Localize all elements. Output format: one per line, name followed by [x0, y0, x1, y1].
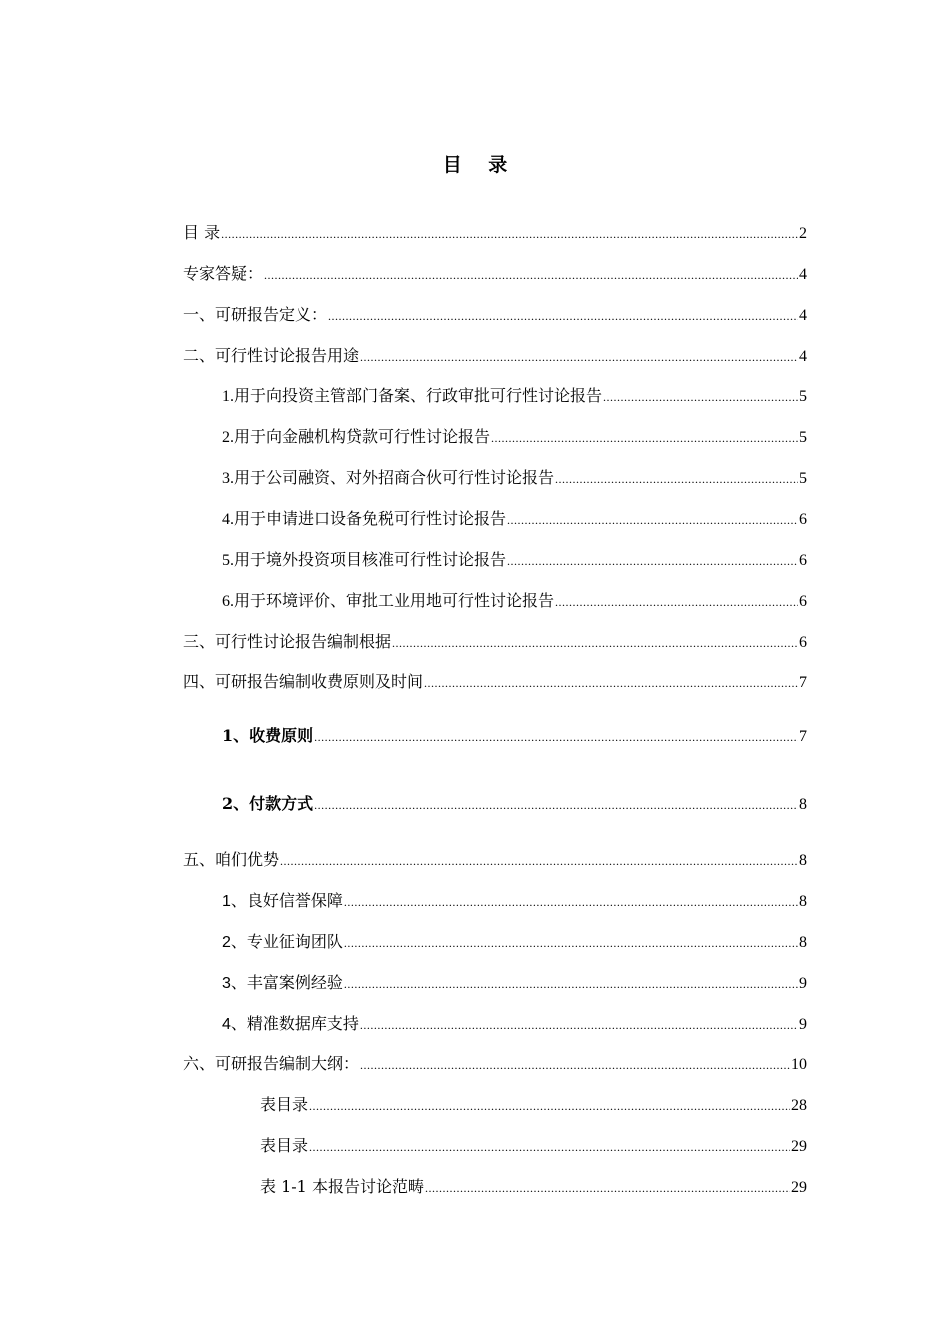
toc-entry-label: 用于环境评价、审批工业用地可行性讨论报告 [234, 591, 555, 610]
toc-entry-label: 用于向金融机构贷款可行性讨论报告 [234, 427, 491, 446]
toc-page-number: 5 [799, 470, 807, 487]
toc-leader-dots [309, 1136, 790, 1158]
toc-entry-label: 表 1-1 本报告讨论范畴 [260, 1177, 424, 1196]
toc-entry-number: 6. [222, 593, 234, 610]
toc-entry-number: 4 [222, 1016, 231, 1033]
toc-entry-number: 4. [222, 511, 234, 528]
toc-entry-label: 、良好信誉保障 [230, 891, 343, 910]
toc-entry-label: 用于公司融资、对外招商合伙可行性讨论报告 [234, 468, 555, 487]
toc-leader-dots [314, 794, 798, 816]
toc-page-number: 7 [799, 728, 807, 745]
toc-entry-advantage-4[interactable] [222, 1013, 807, 1036]
toc-leader-dots [424, 672, 798, 694]
toc-entry-section-2[interactable] [183, 345, 807, 368]
toc-leader-dots [555, 468, 798, 490]
toc-entry-number: 2 [222, 934, 231, 951]
toc-entry-expert-qa[interactable] [183, 263, 807, 286]
toc-entry-payment-method[interactable] [222, 793, 807, 816]
toc-entry-usage-5[interactable] [222, 549, 807, 572]
toc-entry-number: 1. [222, 388, 234, 405]
toc-entry-advantage-2[interactable] [222, 931, 807, 954]
toc-page-number: 28 [791, 1097, 807, 1114]
toc-entry-label: 六、可研报告编制大纲： [183, 1054, 360, 1073]
toc-page-number: 7 [799, 674, 807, 691]
toc-entry-number: 1 [222, 893, 231, 910]
toc-entry-label: 一、可研报告定义： [183, 305, 328, 324]
toc-leader-dots [507, 509, 798, 531]
toc-entry-label: 五、咱们优势 [183, 850, 280, 869]
toc-leader-dots [280, 850, 798, 872]
toc-page-number: 8 [799, 934, 807, 951]
toc-page-number: 29 [791, 1138, 807, 1155]
toc-entry-number: 2. [222, 429, 234, 446]
toc-entry-fee-principle[interactable] [222, 725, 807, 748]
toc-page-number: 9 [799, 1016, 807, 1033]
toc-page-number: 4 [799, 348, 807, 365]
toc-leader-dots [425, 1177, 790, 1199]
toc-entry-label: 、丰富案例经验 [230, 973, 343, 992]
toc-page-number: 6 [799, 511, 807, 528]
toc-entry-section-3[interactable] [183, 631, 807, 654]
toc-leader-dots [328, 305, 798, 327]
toc-leader-dots [603, 386, 798, 408]
toc-entry-usage-3[interactable] [222, 467, 807, 490]
toc-entry-number: 5. [222, 552, 234, 569]
toc-page-number: 6 [799, 634, 807, 651]
toc-page-number: 9 [799, 975, 807, 992]
toc-entry-contents[interactable] [183, 222, 807, 245]
toc-leader-dots [555, 591, 798, 613]
toc-leader-dots [360, 346, 798, 368]
toc-entry-number: 3 [222, 975, 231, 992]
toc-page-number: 8 [799, 796, 807, 813]
toc-entry-table-1-1[interactable] [260, 1176, 807, 1199]
toc-page-number: 6 [799, 552, 807, 569]
toc-leader-dots [507, 550, 798, 572]
toc-leader-dots [360, 1054, 790, 1076]
toc-entry-label: 1、收费原则 [222, 726, 314, 745]
toc-entry-label: 四、可研报告编制收费原则及时间 [183, 672, 424, 691]
toc-title: 目 录 [442, 154, 518, 176]
toc-entry-advantage-1[interactable] [222, 890, 807, 913]
toc-entry-label: 表目录 [260, 1095, 309, 1114]
toc-entry-label: 表目录 [260, 1136, 309, 1155]
toc-entry-label: 用于申请进口设备免税可行性讨论报告 [234, 509, 507, 528]
toc-entry-number: 3. [222, 470, 234, 487]
toc-entry-label: 二、可行性讨论报告用途 [183, 346, 360, 365]
toc-page-number: 29 [791, 1179, 807, 1196]
toc-leader-dots [344, 973, 798, 995]
toc-entry-usage-6[interactable] [222, 590, 807, 613]
toc-entry-advantage-3[interactable] [222, 972, 807, 995]
toc-entry-label: 三、可行性讨论报告编制根据 [183, 632, 392, 651]
toc-entry-usage-1[interactable] [222, 385, 807, 408]
toc-page-number: 4 [799, 266, 807, 283]
toc-leader-dots [221, 223, 798, 245]
toc-leader-dots [392, 632, 798, 654]
toc-page-number: 8 [799, 893, 807, 910]
toc-entry-label: 2、付款方式 [222, 794, 314, 813]
toc-entry-label: 、精准数据库支持 [230, 1014, 359, 1033]
toc-entry-label: 用于向投资主管部门备案、行政审批可行性讨论报告 [234, 386, 603, 405]
toc-page-number: 5 [799, 429, 807, 446]
toc-page-number: 8 [799, 852, 807, 869]
toc-page-number: 5 [799, 388, 807, 405]
toc-entry-label: 目 录 [183, 223, 221, 242]
toc-page-number: 4 [799, 307, 807, 324]
toc-entry-section-4[interactable] [183, 671, 807, 694]
toc-entry-section-5[interactable] [183, 849, 807, 872]
toc-entry-label: 、专业征询团队 [230, 932, 343, 951]
toc-entry-section-6[interactable] [183, 1053, 807, 1076]
toc-leader-dots [264, 264, 798, 286]
toc-page-number: 6 [799, 593, 807, 610]
toc-entry-usage-2[interactable] [222, 426, 807, 449]
toc-leader-dots [309, 1095, 790, 1117]
toc-page-number: 2 [799, 225, 807, 242]
toc-entry-usage-4[interactable] [222, 508, 807, 531]
toc-entry-table-list-2[interactable] [260, 1135, 807, 1158]
toc-page-number: 10 [791, 1056, 807, 1073]
toc-leader-dots [491, 427, 798, 449]
toc-entry-section-1[interactable] [183, 304, 807, 327]
toc-leader-dots [360, 1014, 798, 1036]
toc-leader-dots [344, 932, 798, 954]
toc-entry-table-list-1[interactable] [260, 1094, 807, 1117]
toc-leader-dots [344, 891, 798, 913]
toc-entry-label: 用于境外投资项目核准可行性讨论报告 [234, 550, 507, 569]
toc-entry-label: 专家答疑： [183, 264, 264, 283]
toc-leader-dots [314, 726, 798, 748]
